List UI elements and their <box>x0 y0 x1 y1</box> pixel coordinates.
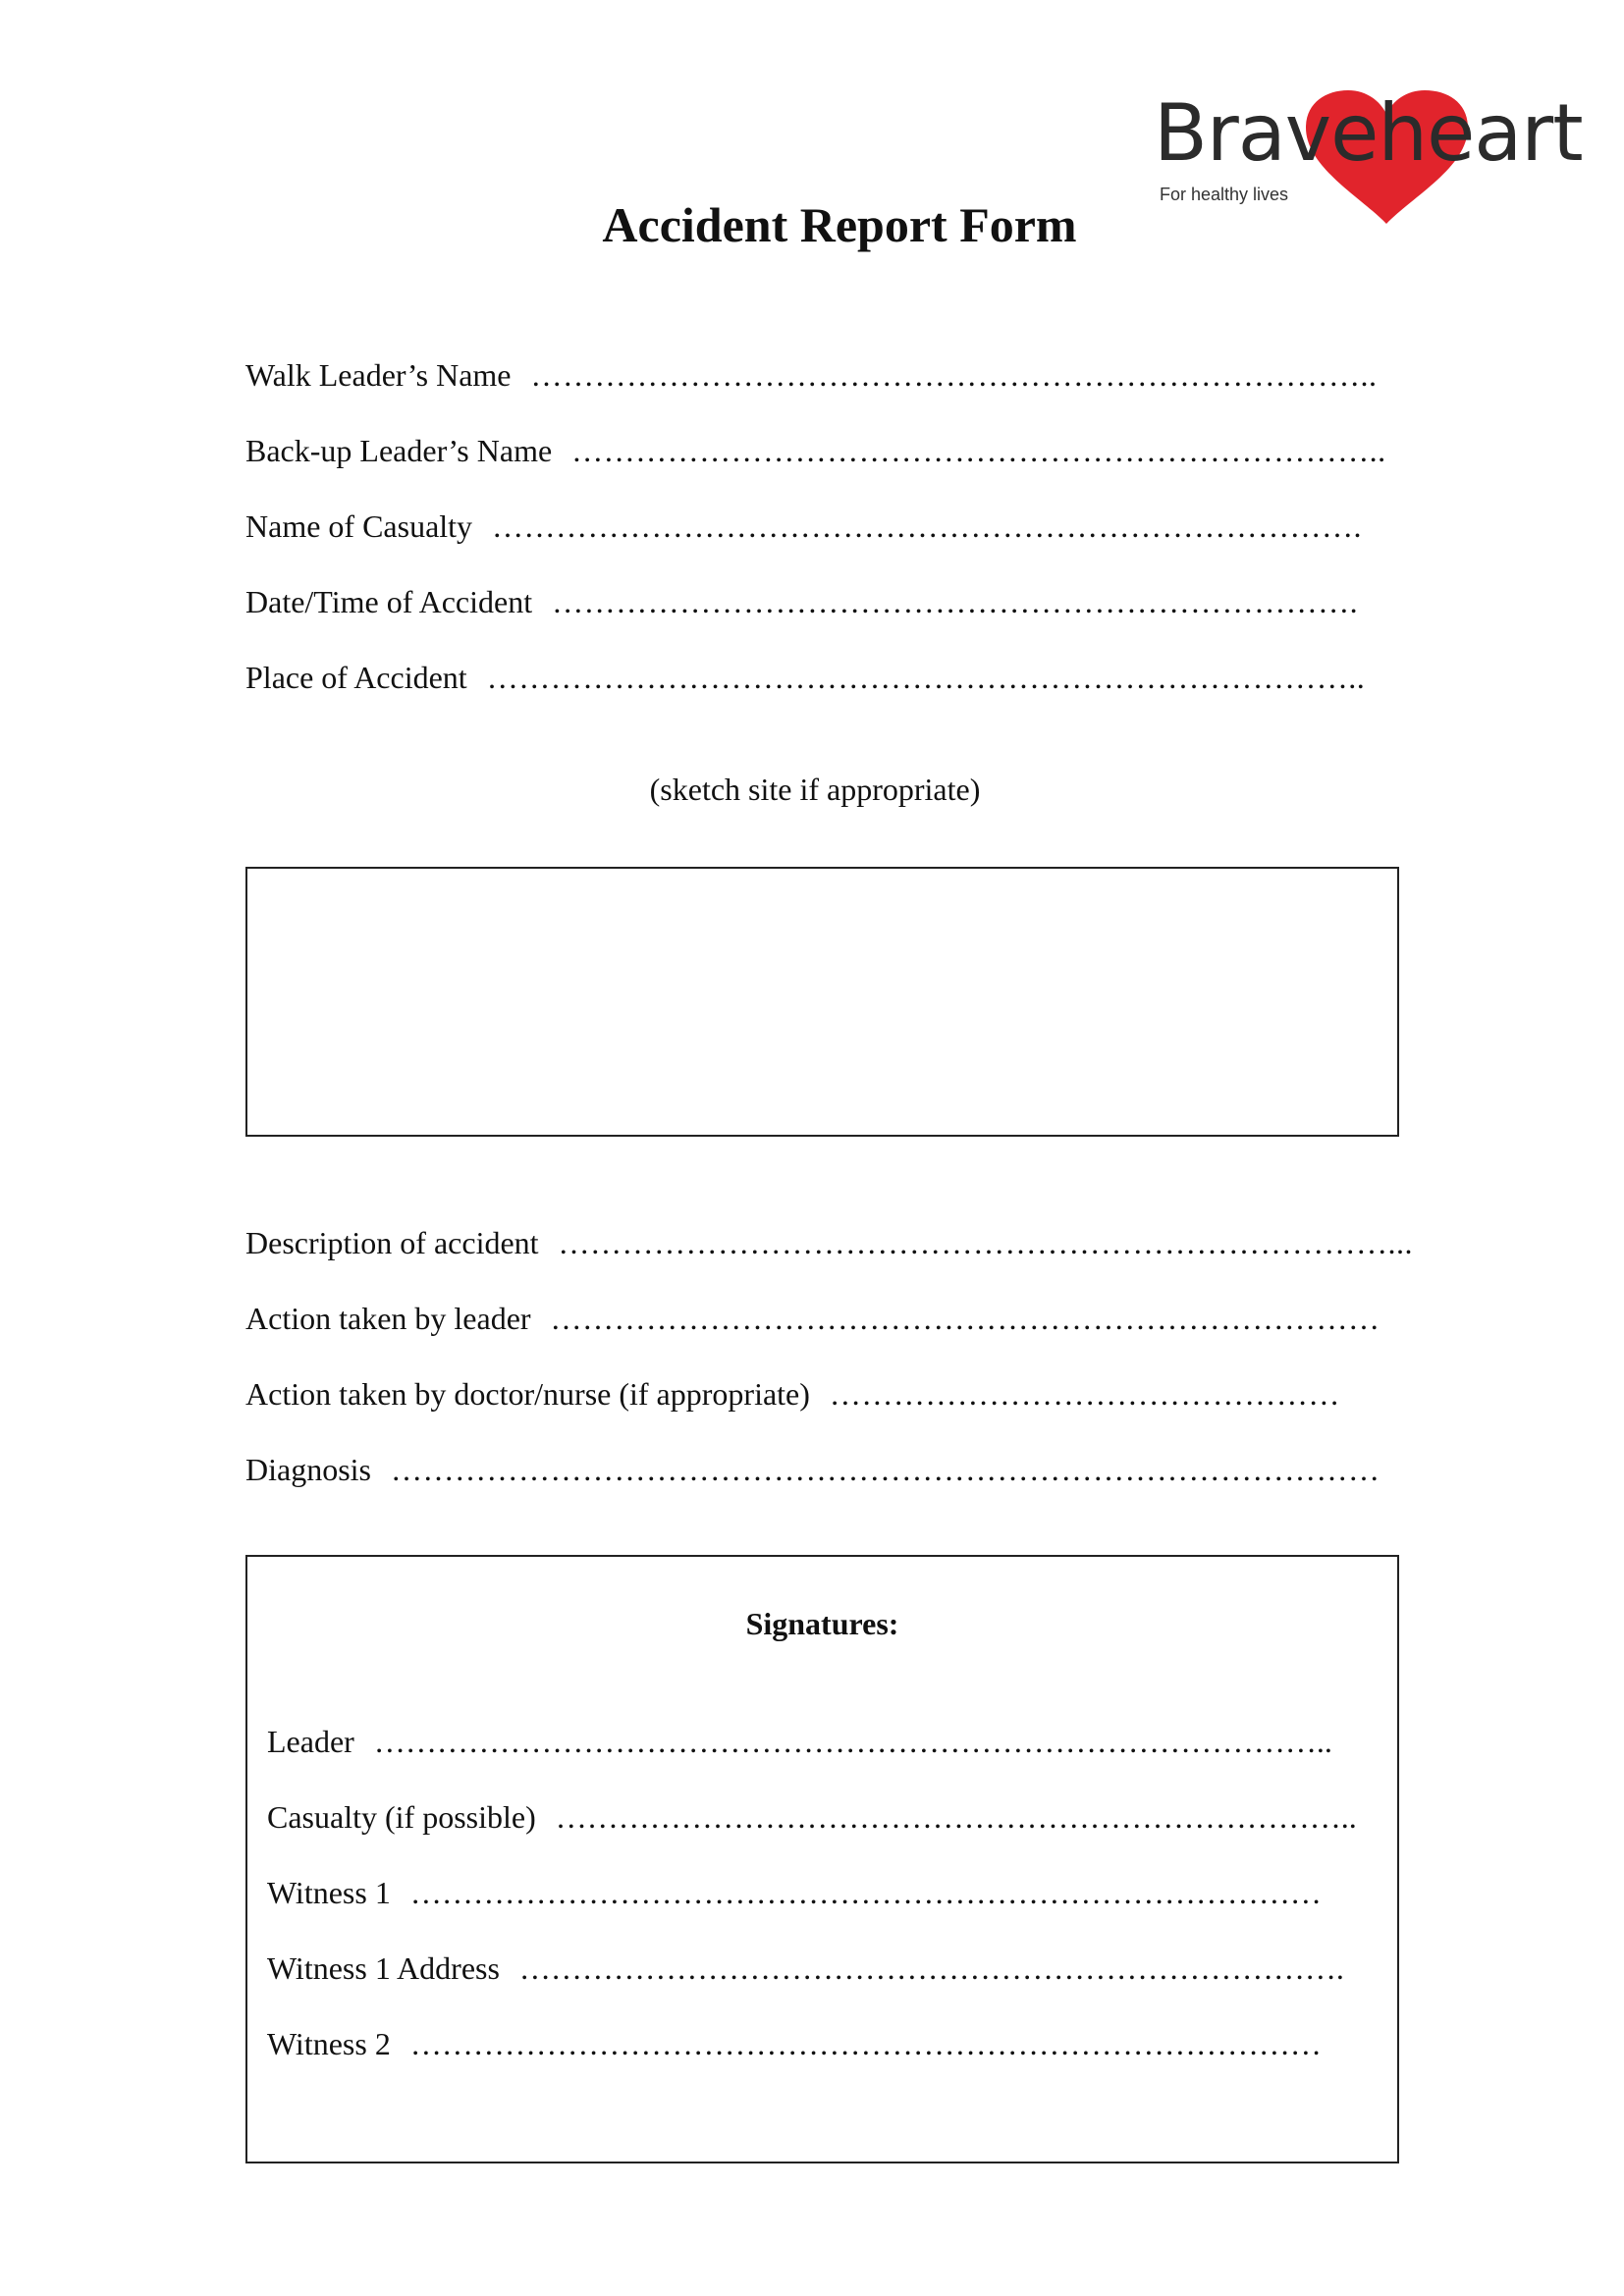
fill-line[interactable]: ……………………………………………………………………. <box>518 1950 1344 1986</box>
fill-line[interactable]: ………………………………………………………………….. <box>555 1799 1357 1835</box>
signatures-heading: Signatures: <box>745 1606 899 1641</box>
field-label: Action taken by leader <box>245 1301 531 1336</box>
field-description-of-accident[interactable] <box>245 1227 1413 1258</box>
field-label: Witness 1 <box>267 1875 391 1910</box>
field-action-taken-by-doctor[interactable] <box>245 1378 1340 1410</box>
field-label: Leader <box>267 1724 354 1759</box>
field-date-time-of-accident[interactable] <box>245 586 1358 617</box>
signature-witness-1-address[interactable] <box>267 1952 1344 1984</box>
field-diagnosis[interactable] <box>245 1454 1380 1485</box>
field-label: Witness 2 <box>267 2026 391 2061</box>
field-backup-leader-name[interactable] <box>245 435 1386 466</box>
sketch-area[interactable] <box>245 867 1399 1137</box>
field-label: Casualty (if possible) <box>267 1799 536 1835</box>
page-title: Accident Report Form <box>602 197 1077 252</box>
field-label: Diagnosis <box>245 1452 371 1487</box>
fill-line[interactable]: …………………………………………………………………………… <box>409 2026 1322 2061</box>
field-label: Place of Accident <box>245 660 467 695</box>
field-place-of-accident[interactable] <box>245 662 1365 693</box>
logo-tagline: For healthy lives <box>1160 185 1289 204</box>
field-action-taken-by-leader[interactable] <box>245 1303 1380 1334</box>
fill-line[interactable]: ……………………………………………………………………………….. <box>373 1724 1332 1759</box>
field-label: Name of Casualty <box>245 508 473 544</box>
signature-witness-2[interactable] <box>267 2028 1322 2059</box>
fill-line[interactable]: ………………………………………………………………………………… <box>391 1452 1380 1487</box>
fill-line[interactable]: ………………………………………… <box>829 1376 1340 1412</box>
field-walk-leader-name[interactable] <box>245 359 1377 391</box>
fill-line[interactable]: …………………………………………………………………… <box>550 1301 1380 1336</box>
field-label: Back-up Leader’s Name <box>245 433 553 468</box>
field-label: Date/Time of Accident <box>245 584 533 619</box>
fill-line[interactable]: …………………………………………………………………………… <box>409 1875 1322 1910</box>
field-name-of-casualty[interactable] <box>245 510 1362 542</box>
fill-line[interactable]: ……………………………………………………………………….. <box>486 660 1366 695</box>
signature-casualty[interactable] <box>267 1801 1357 1833</box>
fill-line[interactable]: …………………………………………………………………….. <box>530 357 1378 393</box>
fill-line[interactable]: ………………………………………………………………….. <box>571 433 1386 468</box>
fill-line[interactable]: ……………………………………………………………………... <box>558 1225 1414 1260</box>
signature-witness-1[interactable] <box>267 1877 1322 1908</box>
field-label: Walk Leader’s Name <box>245 357 512 393</box>
signatures-section <box>245 1555 1399 2163</box>
sketch-note: (sketch site if appropriate) <box>649 772 981 807</box>
logo-brand-text: Braveheart <box>1154 87 1583 179</box>
field-label: Action taken by doctor/nurse (if appropriate) <box>245 1376 810 1412</box>
fill-line[interactable]: ………………………………………………………………………. <box>492 508 1363 544</box>
signature-leader[interactable] <box>267 1726 1332 1757</box>
fill-line[interactable]: …………………………………………………………………. <box>552 584 1359 619</box>
field-label: Description of accident <box>245 1225 539 1260</box>
field-label: Witness 1 Address <box>267 1950 500 1986</box>
